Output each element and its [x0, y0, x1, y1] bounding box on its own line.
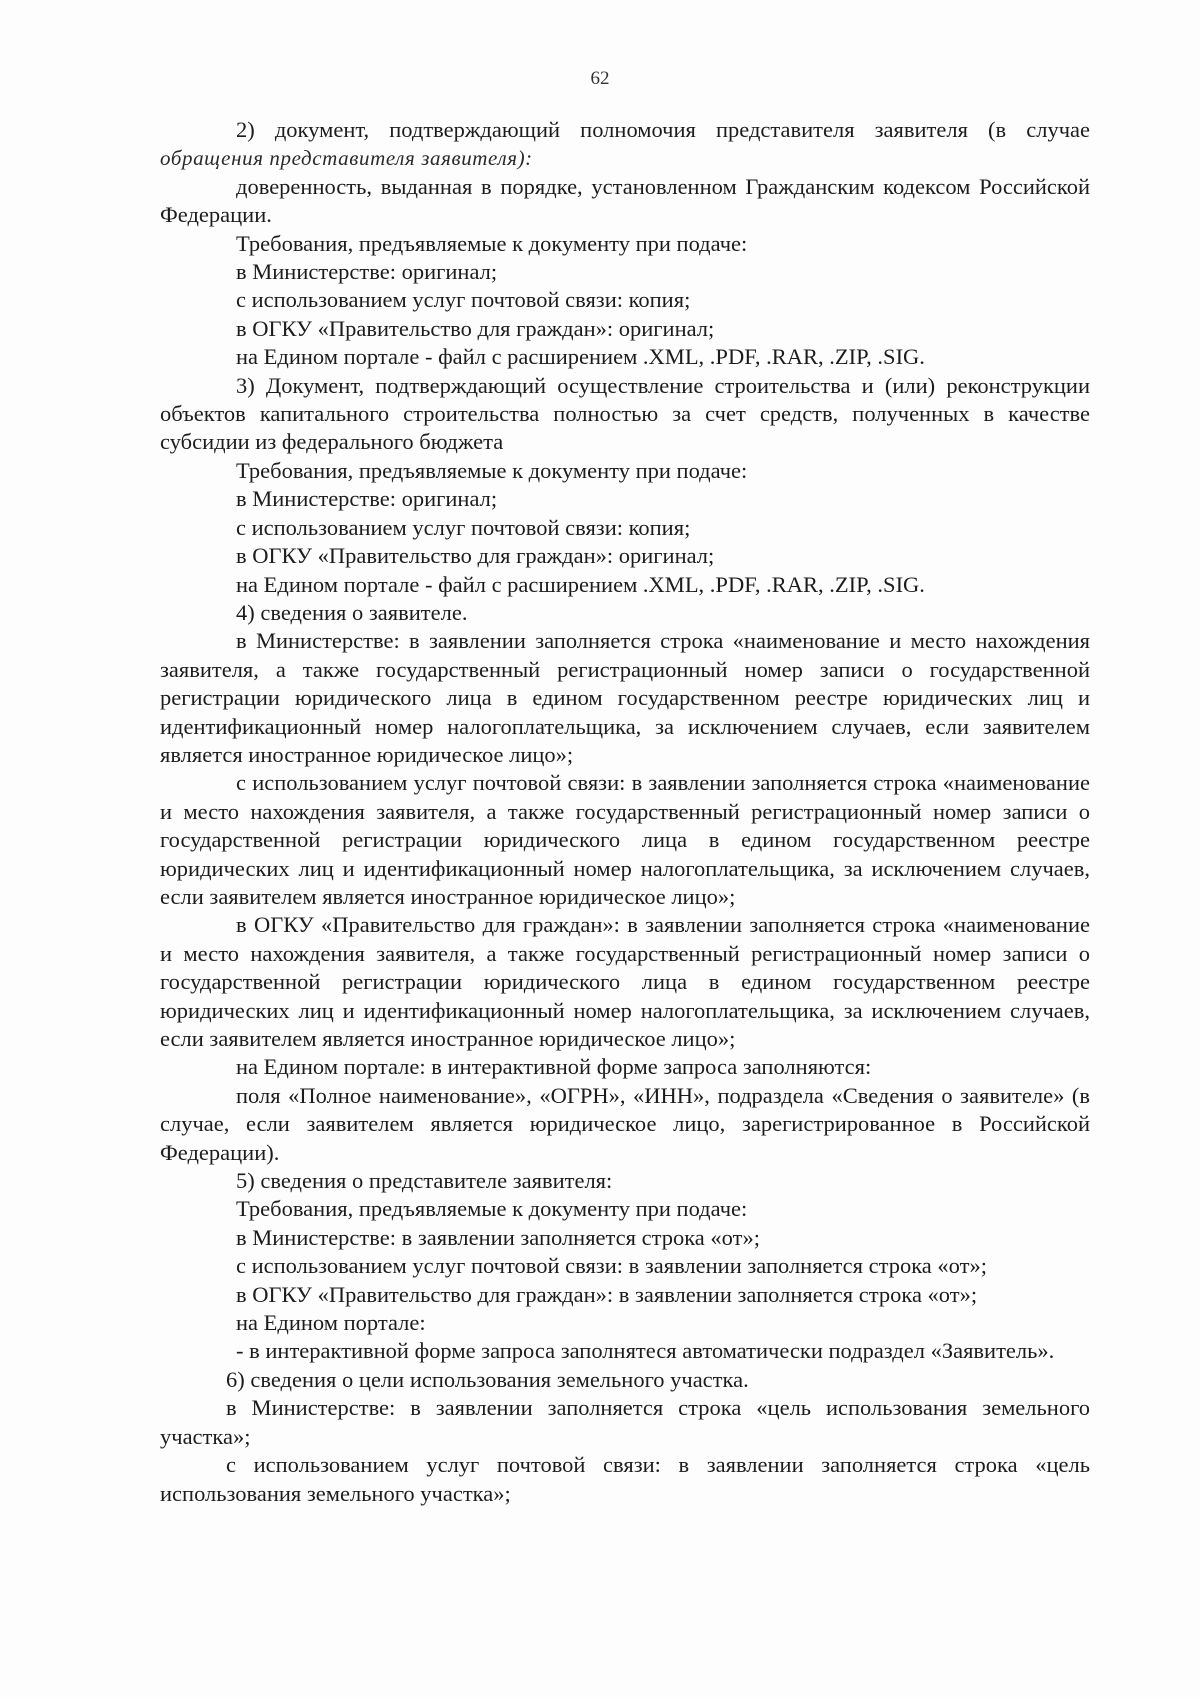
- paragraph: в ОГКУ «Правительство для граждан»: в заявлении заполняется строка «наименование и место нахождения заявителя, а также государственный регистрационный номер записи о государственной регистрации юридического лица в едином государственном реестре юридических лиц и идентификационный номер налогоплательщика, за исключением случаев, если заявителем является иностранное юридическое лицо»;: [160, 912, 1090, 1051]
- paragraph: 3) Документ, подтверждающий осуществление строительства и (или) реконструкции объектов капитального строительства полностью за счет средств, полученных в качестве субсидии из федерального бюджета: [160, 372, 1090, 455]
- paragraph: на Едином портале - файл с расширением .XML, .PDF, .RAR, .ZIP, .SIG.: [236, 571, 925, 597]
- paragraph: 2) документ, подтверждающий полномочия представителя заявителя (в случае: [236, 117, 1090, 142]
- paragraph: доверенность, выданная в порядке, установленном Гражданским кодексом Российской Федерации.: [160, 173, 1090, 228]
- paragraph: в Министерстве: в заявлении заполняется строка «от»;: [236, 1224, 760, 1250]
- paragraph: с использованием услуг почтовой связи: в заявлении заполняется строка «цель использования земельного участка»;: [160, 1452, 1090, 1506]
- paragraph: в Министерстве: в заявлении заполняется строка «наименование и место нахождения заявителя, а также государственный регистрационный номер записи о государственной регистрации юридического лица в едином государственном реестре юридических лиц и идентификационный номер налогоплательщика, за исключением случаев, если заявителем является иностранное юридическое лицо»;: [160, 628, 1090, 767]
- paragraph: на Едином портале - файл с расширением .XML, .PDF, .RAR, .ZIP, .SIG.: [236, 344, 925, 370]
- paragraph: Требования, предъявляемые к документу при подаче:: [236, 230, 748, 256]
- paragraph: 5) сведения о представителе заявителя:: [236, 1168, 613, 1194]
- paragraph: обращения представителя заявителя):: [160, 146, 533, 171]
- paragraph: в ОГКУ «Правительство для граждан»: оригинал;: [236, 543, 715, 569]
- paragraph: с использованием услуг почтовой связи: копия;: [236, 287, 691, 313]
- paragraph: - в интерактивной форме запроса заполнятеся автоматически подраздел «Заявитель».: [236, 1338, 1055, 1364]
- paragraph: в Министерстве: в заявлении заполняется строка «цель использования земельного участка»;: [160, 1395, 1090, 1449]
- paragraph: Требования, предъявляемые к документу при подаче:: [236, 1196, 748, 1222]
- paragraph: Требования, предъявляемые к документу при подаче:: [236, 457, 748, 483]
- paragraph: поля «Полное наименование», «ОГРН», «ИНН», подраздела «Сведения о заявителе» (в случае, если заявителем является юридическое лицо, зарегистрированное в Российской Федерации).: [160, 1082, 1090, 1165]
- paragraph: 6) сведения о цели использования земельного участка.: [226, 1366, 749, 1392]
- paragraph: с использованием услуг почтовой связи: в заявлении заполняется строка «наименование и место нахождения заявителя, а также государственный регистрационный номер записи о государственной регистрации юридического лица в едином государственном реестре юридических лиц и идентификационный номер налогоплательщика, за исключением случаев, если заявителем является иностранное юридическое лицо»;: [160, 770, 1090, 909]
- paragraph: 4) сведения о заявителе.: [236, 599, 468, 625]
- paragraph: в ОГКУ «Правительство для граждан»: в заявлении заполняется строка «от»;: [236, 1281, 978, 1307]
- document-body: [160, 116, 1090, 1508]
- paragraph: на Едином портале: в интерактивной форме запроса заполняются:: [236, 1054, 872, 1080]
- page-number: 62: [590, 68, 610, 89]
- paragraph: с использованием услуг почтовой связи: в заявлении заполняется строка «от»;: [236, 1253, 987, 1279]
- paragraph: в ОГКУ «Правительство для граждан»: оригинал;: [236, 315, 715, 341]
- paragraph: с использованием услуг почтовой связи: копия;: [236, 514, 691, 540]
- paragraph: в Министерстве: оригинал;: [236, 486, 498, 512]
- paragraph: в Министерстве: оригинал;: [236, 259, 498, 285]
- paragraph: на Едином портале:: [236, 1310, 426, 1336]
